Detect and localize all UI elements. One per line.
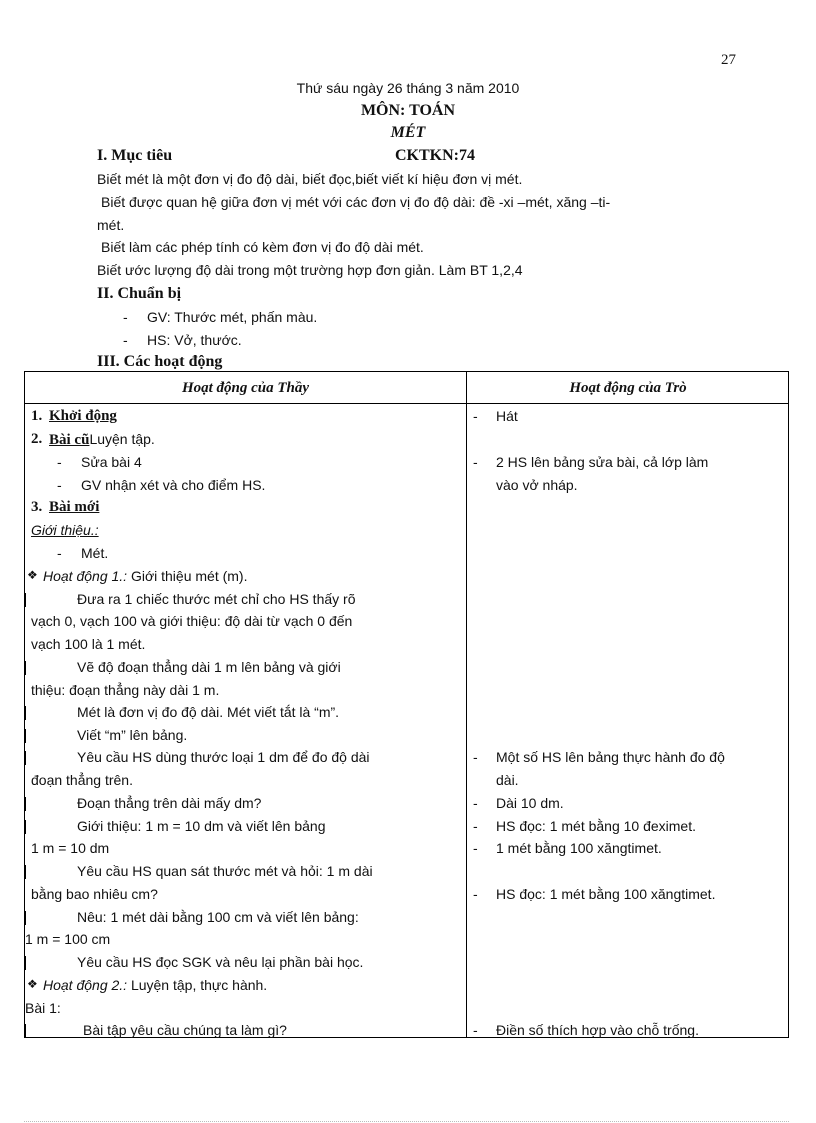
teacher-line: Sửa bài 4 <box>81 454 142 470</box>
teacher-line: vạch 100 là 1 mét. <box>31 636 146 652</box>
teacher-line: Mét. <box>81 545 109 561</box>
objective-line: Biết ước lượng độ dài trong một trường hợp đơn giản. Làm BT 1,2,4 <box>97 262 523 278</box>
line-marker <box>25 911 26 925</box>
line-marker <box>25 797 26 811</box>
student-line: HS đọc: 1 mét bằng 10 đeximet. <box>496 818 696 834</box>
bullet-dash: - <box>473 1022 478 1038</box>
line-marker <box>25 956 26 970</box>
activity-text: Giới thiệu mét (m). <box>127 568 248 584</box>
header-divider <box>25 403 788 404</box>
teacher-line: đoạn thẳng trên. <box>31 772 133 788</box>
student-column-header: Hoạt động của Trò <box>569 380 687 396</box>
objective-line: mét. <box>97 217 125 233</box>
date-line: Thứ sáu ngày 26 tháng 3 năm 2010 <box>296 80 520 96</box>
line-marker <box>25 729 26 743</box>
student-line: 1 mét bằng 100 xăngtimet. <box>496 840 662 856</box>
objectives-heading: I. Mục tiêu <box>97 147 173 164</box>
section-number: 1. <box>31 408 43 424</box>
teacher-line: Bài tập yêu cầu chúng ta làm gì? <box>83 1022 287 1038</box>
student-line: Hát <box>496 408 518 424</box>
bullet-dash: - <box>123 332 128 348</box>
page-number: 27 <box>721 52 736 68</box>
bullet-dash: - <box>473 795 478 811</box>
student-line: HS đọc: 1 mét bằng 100 xăngtimet. <box>496 886 716 902</box>
bullet-dash: - <box>473 818 478 834</box>
lesson-title: MÉT <box>390 124 426 141</box>
diamond-bullet-icon: ❖ <box>27 977 38 991</box>
bullet-dash: - <box>57 454 62 470</box>
teacher-line: Mét là đơn vị đo độ dài. Mét viết tắt là “m”. <box>77 704 340 720</box>
intro-label: Giới thiệu.: <box>31 522 99 538</box>
objective-line: Biết làm các phép tính có kèm đơn vị đo độ dài mét. <box>101 239 424 255</box>
line-marker <box>25 751 26 765</box>
student-line: dài. <box>496 772 519 788</box>
teacher-line: GV nhận xét và cho điểm HS. <box>81 477 266 493</box>
teacher-line: Viết “m” lên bảng. <box>77 727 188 743</box>
formula-line: 1 m = 100 cm <box>25 931 111 947</box>
bullet-dash: - <box>473 749 478 765</box>
activity-label: Hoạt động 1.: <box>43 568 128 584</box>
objective-line: Biết mét là một đơn vị đo độ dài, biết đọc,biết viết kí hiệu đơn vị mét. <box>97 171 523 187</box>
teacher-line: Vẽ độ đoạn thẳng dài 1 m lên bảng và giới <box>77 659 341 675</box>
line-marker <box>25 865 26 879</box>
activity-label: Hoạt động 2.: <box>43 977 128 993</box>
student-line: Điền số thích hợp vào chỗ trống. <box>496 1022 699 1038</box>
activity-line <box>43 977 267 993</box>
section-number: 3. <box>31 499 43 515</box>
bullet-dash: - <box>57 477 62 493</box>
teacher-line: Nêu: 1 mét dài bằng 100 cm và viết lên bảng: <box>77 909 359 925</box>
section-line <box>49 431 155 449</box>
activity-line <box>43 568 247 584</box>
standard-code: CKTKN:74 <box>395 147 475 164</box>
line-marker <box>25 706 26 720</box>
bullet-dash: - <box>473 408 478 424</box>
teacher-line: Đoạn thẳng trên dài mấy dm? <box>77 795 262 811</box>
preparation-heading: II. Chuẩn bị <box>97 285 182 302</box>
activity-text: Luyện tập, thực hành. <box>127 977 268 993</box>
teacher-line: Yêu cầu HS quan sát thước mét và hỏi: 1 m dài <box>77 863 373 879</box>
section-title: Khởi động <box>49 408 117 424</box>
teacher-line: Giới thiệu: 1 m = 10 dm và viết lên bảng <box>77 818 326 834</box>
preparation-item: HS: Vở, thước. <box>147 332 242 348</box>
diamond-bullet-icon: ❖ <box>27 568 38 582</box>
activities-heading: III. Các hoạt động <box>97 353 223 370</box>
preparation-item: GV: Thước mét, phấn màu. <box>147 309 318 325</box>
subject-title: MÔN: TOÁN <box>360 102 456 119</box>
teacher-column-header: Hoạt động của Thầy <box>181 380 310 396</box>
activities-table <box>24 371 789 1038</box>
objective-line: Biết được quan hệ giữa đơn vị mét với các đơn vị đo độ dài: đề -xi –mét, xăng –ti- <box>101 194 611 210</box>
formula-line: 1 m = 10 dm <box>31 840 110 856</box>
teacher-line: bằng bao nhiêu cm? <box>31 886 158 902</box>
line-marker <box>25 1024 26 1038</box>
bullet-dash: - <box>123 309 128 325</box>
line-marker <box>25 820 26 834</box>
teacher-line: vạch 0, vạch 100 và giới thiệu: độ dài từ vạch 0 đến <box>31 613 353 629</box>
bullet-dash: - <box>473 454 478 470</box>
teacher-line: Yêu cầu HS đọc SGK và nêu lại phần bài học. <box>77 954 364 970</box>
section-number: 2. <box>31 431 43 447</box>
student-line: Một số HS lên bảng thực hành đo độ <box>496 749 725 765</box>
column-divider <box>466 372 467 1037</box>
teacher-line: Đưa ra 1 chiếc thước mét chỉ cho HS thấy rõ <box>77 591 356 607</box>
bullet-dash: - <box>473 886 478 902</box>
bullet-dash: - <box>473 840 478 856</box>
section-subtitle: Luyện tập. <box>89 431 155 447</box>
bullet-dash: - <box>57 545 62 561</box>
section-title: Bài cũ <box>49 432 90 448</box>
student-line: Dài 10 dm. <box>496 795 564 811</box>
student-line: vào vở nháp. <box>496 477 578 493</box>
teacher-line: Yêu cầu HS dùng thước loại 1 dm để đo độ dài <box>77 749 370 765</box>
line-marker <box>25 661 26 675</box>
line-marker <box>25 593 26 607</box>
teacher-line: thiệu: đoạn thẳng này dài 1 m. <box>31 682 220 698</box>
exercise-label: Bài 1: <box>25 1000 61 1016</box>
student-line: 2 HS lên bảng sửa bài, cả lớp làm <box>496 454 709 470</box>
page-bottom-rule <box>24 1121 789 1122</box>
section-title: Bài mới <box>49 499 100 515</box>
